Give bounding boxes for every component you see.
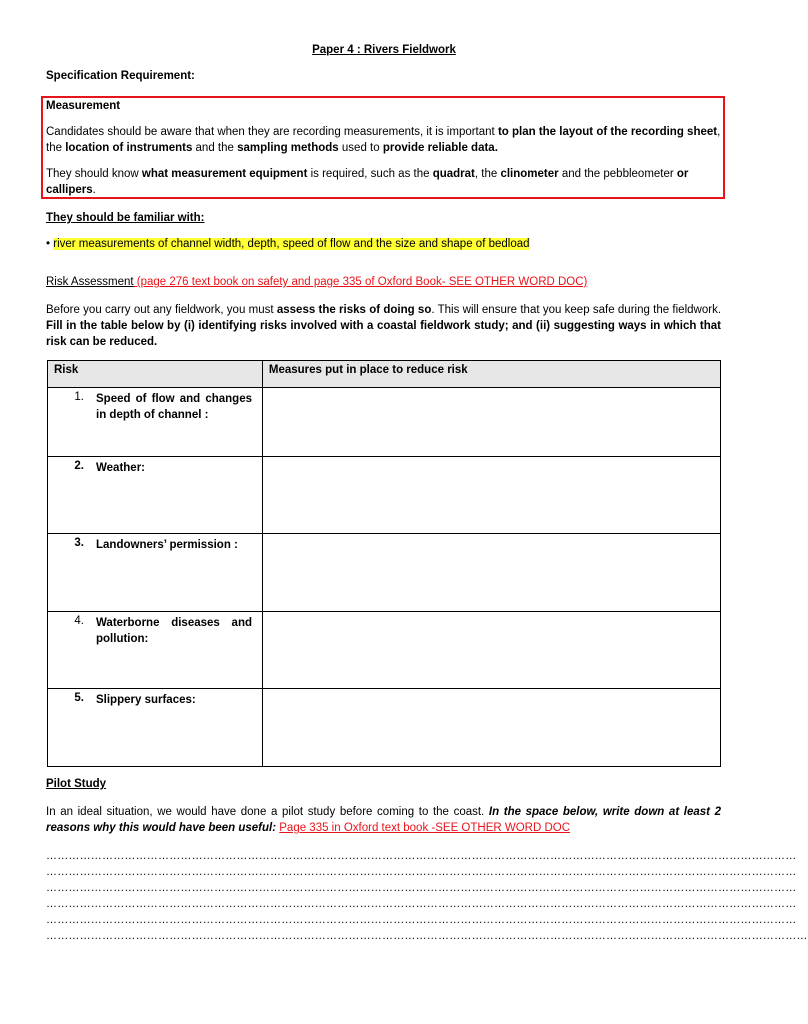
row-number: 2. [74,460,84,472]
text-run: Fill in the table below by (i) identifying risks involved with a coastal fieldwork study; and (ii) suggesting ways in which that risk can be reduced. [46,320,721,348]
answer-line[interactable]: ………………………………………………………………………………………………………………………………………………………………………………… [46,914,797,926]
table-row [48,689,721,767]
spec-heading: Specification Requirement: [46,70,195,82]
table-row [48,534,721,612]
row-number: 5. [74,692,84,704]
risk-label: Slippery surfaces: [96,694,196,706]
risk-cell [48,388,263,457]
text-run: or callipers [46,168,689,196]
table-header-row [48,361,721,388]
familiar-bullet-item [46,238,530,250]
text-run: and the pebbleometer [558,168,677,180]
risk-cell [48,689,263,767]
text-run: is required, such as the [307,168,433,180]
answer-line[interactable]: ………………………………………………………………………………………………………………………………………………………………………………… [46,850,797,862]
risk-table [47,360,721,767]
answer-line[interactable]: ………………………………………………………………………………………………………………………………………………………………………………… [46,882,797,894]
table-row [48,388,721,457]
row-number: 4. [74,615,84,627]
risk-label: Speed of flow and changes in depth of channel : [96,393,252,421]
measures-cell[interactable] [262,689,720,767]
column-header-risk: Risk [48,361,263,388]
text-run: . [92,184,96,196]
table-row [48,612,721,689]
text-run: used to [338,142,383,154]
answer-line[interactable]: …………………………………………………………………………………………………………………………………………………………………………………… [46,930,808,942]
text-run: Before you carry out any fieldwork, you must [46,304,277,316]
text-run: provide reliable data. [382,142,498,154]
text-run: In the space below, write down at least 2 reasons why this would have been useful: [46,806,722,834]
text-run: . This will ensure that you keep safe during the fieldwork. [431,304,722,316]
table-row [48,457,721,534]
text-run: clinometer [500,168,559,180]
row-number: 3. [74,537,84,549]
text-run: sampling methods [237,142,339,154]
measures-cell[interactable] [262,612,720,689]
measures-cell[interactable] [262,388,720,457]
row-number: 1. [74,391,84,403]
text-run: Candidates should be aware that when they are recording measurements, it is important [46,126,498,138]
text-run: and the [192,142,238,154]
risk-label: Weather: [96,462,145,474]
risk-cell [48,612,263,689]
answer-line[interactable]: ………………………………………………………………………………………………………………………………………………………………………………… [46,866,797,878]
risk-heading-line [46,276,587,288]
risk-cell [48,457,263,534]
measurement-heading: Measurement [46,100,121,112]
measures-cell[interactable] [262,534,720,612]
text-run: , the [474,168,501,180]
risk-intro [46,302,721,350]
text-run: They should know [46,168,142,180]
risk-heading: Risk Assessment [46,276,134,288]
familiar-item-text: river measurements of channel width, depth, speed of flow and the size and shape of bedload [53,238,530,250]
text-run: quadrat [432,168,475,180]
text-run: to plan the layout of the recording sheet [497,126,718,138]
risk-note: (page 276 text book on safety and page 335 of Oxford Book- SEE OTHER WORD DOC) [133,276,588,288]
risk-cell [48,534,263,612]
familiar-heading: They should be familiar with: [46,212,205,224]
text-run: , the [46,126,721,154]
measures-cell[interactable] [262,457,720,534]
pilot-note: Page 335 in Oxford text book -SEE OTHER WORD DOC [279,822,571,834]
risk-label: Landowners’ permission : [96,539,238,551]
measurement-paragraph-1 [46,124,724,156]
bullet-icon: • [46,238,51,250]
page-title: Paper 4 : Rivers Fieldwork [312,44,456,56]
measurement-paragraph-2 [46,166,724,198]
pilot-text [46,804,721,836]
text-run: In an ideal situation, we would have done a pilot study before coming to the coast. [46,806,489,818]
text-run: assess the risks of doing so [276,304,432,316]
column-header-measures: Measures put in place to reduce risk [262,361,720,388]
risk-label: Waterborne diseases and pollution: [96,617,252,645]
text-run: what measurement equipment [141,168,308,180]
pilot-heading: Pilot Study [46,778,107,790]
answer-line[interactable]: ………………………………………………………………………………………………………………………………………………………………………………… [46,898,797,910]
text-run: location of instruments [65,142,193,154]
